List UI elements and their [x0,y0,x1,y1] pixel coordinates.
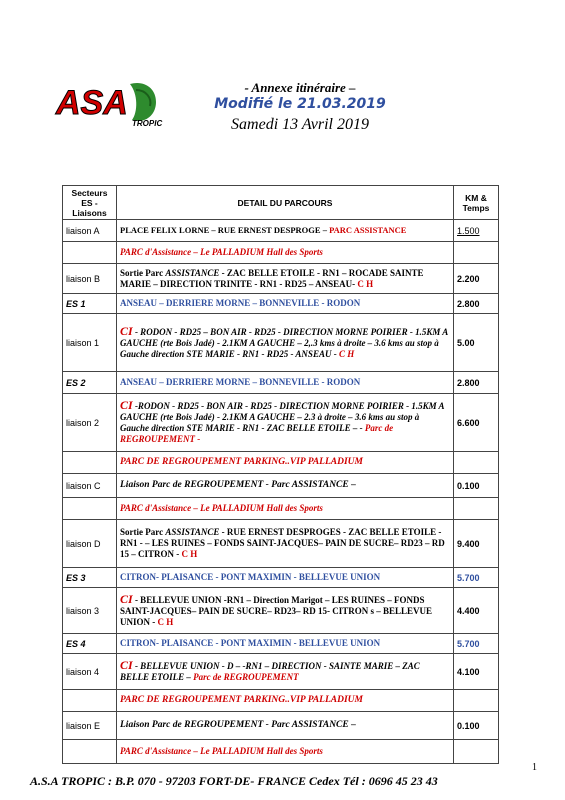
table-row [63,372,499,394]
detail-cell [117,520,454,568]
detail-highlight: C H [357,278,374,289]
detail-text: - BELLEVUE UNION -RN1 – Direction Marigot – LES RUINES – FONDS SAINT-JACQUES– PAIN DE SUCRE– RD23– RD 15- CITRON s – BELLEVUE UNION - [120,594,433,627]
empty-cell [63,452,117,474]
sector-cell: liaison 2 [63,394,117,452]
empty-cell [63,498,117,520]
table-header-row [63,186,499,220]
detail-cell: Liaison Parc de REGROUPEMENT - Parc ASSISTANCE – [117,474,454,498]
sector-cell: ES 3 [63,568,117,588]
detail-cell: PARC d'Assistance – Le PALLADIUM Hall des Sports [117,740,454,764]
empty-cell [454,242,499,264]
km-cell: 0.100 [454,712,499,740]
detail-text: Sortie Parc [120,527,166,537]
table-row [63,220,499,242]
detail-cell [117,394,454,452]
asa-tropic-logo [52,76,164,132]
detail-cell: PARC DE REGROUPEMENT PARKING..VIP PALLADIUM [117,690,454,712]
detail-cell [117,588,454,634]
detail-highlight: Parc de REGROUPEMENT - [120,423,394,444]
table-row [63,690,499,712]
detail-cell [117,220,454,242]
table-row [63,634,499,654]
table-row [63,740,499,764]
detail-highlight: C H [157,616,174,627]
detail-cell [117,314,454,372]
event-date: Samedi 13 Avril 2019 [231,116,369,133]
svg-text:TROPIC: TROPIC [132,119,163,128]
table-row [63,394,499,452]
detail-cell: ANSEAU – DERRIERE MORNE – BONNEVILLE - RODON [117,372,454,394]
detail-highlight: PARC ASSISTANCE [329,225,407,235]
ci-label: CI [120,323,133,338]
detail-text: - RUE ERNEST DESPROGES - ZAC BELLE ETOILE - RN1 - – LES RUINES – FONDS SAINT-JACQUES– PAIN DE SUCRE– RD23 – RD 15 – CITRON - [120,527,445,559]
table-row [63,242,499,264]
ci-label: CI [120,398,133,412]
sector-cell: liaison 3 [63,588,117,634]
detail-text: - RODON - RD25 – BON AIR - RD25 - DIRECTION MORNE POIRIER - 1.5KM A GAUCHE (rte Bois Jadé) - 2.1KM A GAUCHE – 2,.3 kms à droite – 3.6 kms au stop à Gauche direction STE MARIE - RN1 - RD25 - ANSEAU - [120,326,448,359]
km-cell: 5.00 [454,314,499,372]
ci-label: CI [120,658,133,672]
page-number: 1 [532,762,537,773]
ci-label: CI [120,591,133,606]
empty-cell [63,740,117,764]
detail-cell: CITRON- PLAISANCE - PONT MAXIMIN - BELLEVUE UNION [117,568,454,588]
table-row [63,588,499,634]
detail-text: ASSISTANCE [165,267,220,278]
detail-cell [117,264,454,294]
table-row [63,314,499,372]
detail-text: PLACE FELIX LORNE – RUE ERNEST DESPROGE – [120,225,330,235]
header-km: KM & Temps [454,186,499,220]
detail-cell: Liaison Parc de REGROUPEMENT - Parc ASSISTANCE – [117,712,454,740]
detail-cell: PARC d'Assistance – Le PALLADIUM Hall des Sports [117,498,454,520]
km-cell: 5.700 [454,634,499,654]
km-cell: 0.100 [454,474,499,498]
table-row [63,264,499,294]
empty-cell [454,740,499,764]
detail-cell [117,654,454,690]
modified-date: Modifié le 21.03.2019 [214,96,386,112]
sector-cell: liaison E [63,712,117,740]
table-row [63,654,499,690]
detail-cell: PARC d'Assistance – Le PALLADIUM Hall des Sports [117,242,454,264]
itinerary-table [62,185,499,764]
sector-cell: liaison D [63,520,117,568]
sector-cell: liaison A [63,220,117,242]
sector-cell: liaison 1 [63,314,117,372]
table-row [63,452,499,474]
detail-text: - BELLEVUE UNION - D – -RN1 – DIRECTION - SAINTE MARIE – ZAC BELLE ETOILE – [120,661,420,682]
sector-cell: liaison 4 [63,654,117,690]
km-cell: 1.500 [454,220,499,242]
annex-title: - Annexe itinéraire – [244,80,356,95]
sector-cell: ES 2 [63,372,117,394]
detail-text: Sortie Parc [120,267,166,278]
detail-highlight: Parc de REGROUPEMENT [193,672,299,682]
km-cell: 2.800 [454,294,499,314]
km-cell: 9.400 [454,520,499,568]
table-row [63,520,499,568]
sector-cell: liaison C [63,474,117,498]
km-cell: 6.600 [454,394,499,452]
table-row [63,568,499,588]
km-cell: 2.200 [454,264,499,294]
km-cell: 4.100 [454,654,499,690]
sector-cell: liaison B [63,264,117,294]
sector-cell: ES 4 [63,634,117,654]
km-cell: 2.800 [454,372,499,394]
detail-cell: PARC DE REGROUPEMENT PARKING..VIP PALLADIUM [117,452,454,474]
header-detail: DETAIL DU PARCOURS [117,186,454,220]
km-cell: 5.700 [454,568,499,588]
empty-cell [454,690,499,712]
detail-text: ASSISTANCE [165,527,220,537]
svg-text:ASA: ASA [56,84,128,122]
table-row [63,498,499,520]
detail-cell: ANSEAU – DERRIERE MORNE – BONNEVILLE - RODON [117,294,454,314]
empty-cell [454,452,499,474]
detail-highlight: C H [338,348,355,359]
footer-address: A.S.A TROPIC : B.P. 070 - 97203 FORT-DE- FRANCE Cedex Tél : 0696 45 23 43 [30,774,438,788]
detail-text: - ZAC BELLE ETOILE - RN1 – ROCADE SAINTE MARIE – DIRECTION TRINITE - RN1 - RD25 – ANSEAU- [120,267,424,289]
detail-cell: CITRON- PLAISANCE - PONT MAXIMIN - BELLEVUE UNION [117,634,454,654]
detail-highlight: C H [181,549,198,559]
table-row [63,712,499,740]
table-row [63,474,499,498]
empty-cell [63,242,117,264]
empty-cell [63,690,117,712]
km-cell: 4.400 [454,588,499,634]
header-sectors: Secteurs ES - Liaisons [63,186,117,220]
sector-cell: ES 1 [63,294,117,314]
empty-cell [454,498,499,520]
table-row [63,294,499,314]
detail-text: -RODON - RD25 - BON AIR - RD25 - DIRECTION MORNE POIRIER - 1.5KM A GAUCHE (rte Bois Jadé) - 2.1KM A GAUCHE – 2.3 à droite – 3.6 kms au stop à Gauche direction STE MARIE - RN1 - ZAC BELLE ETOILE – - [120,401,445,433]
